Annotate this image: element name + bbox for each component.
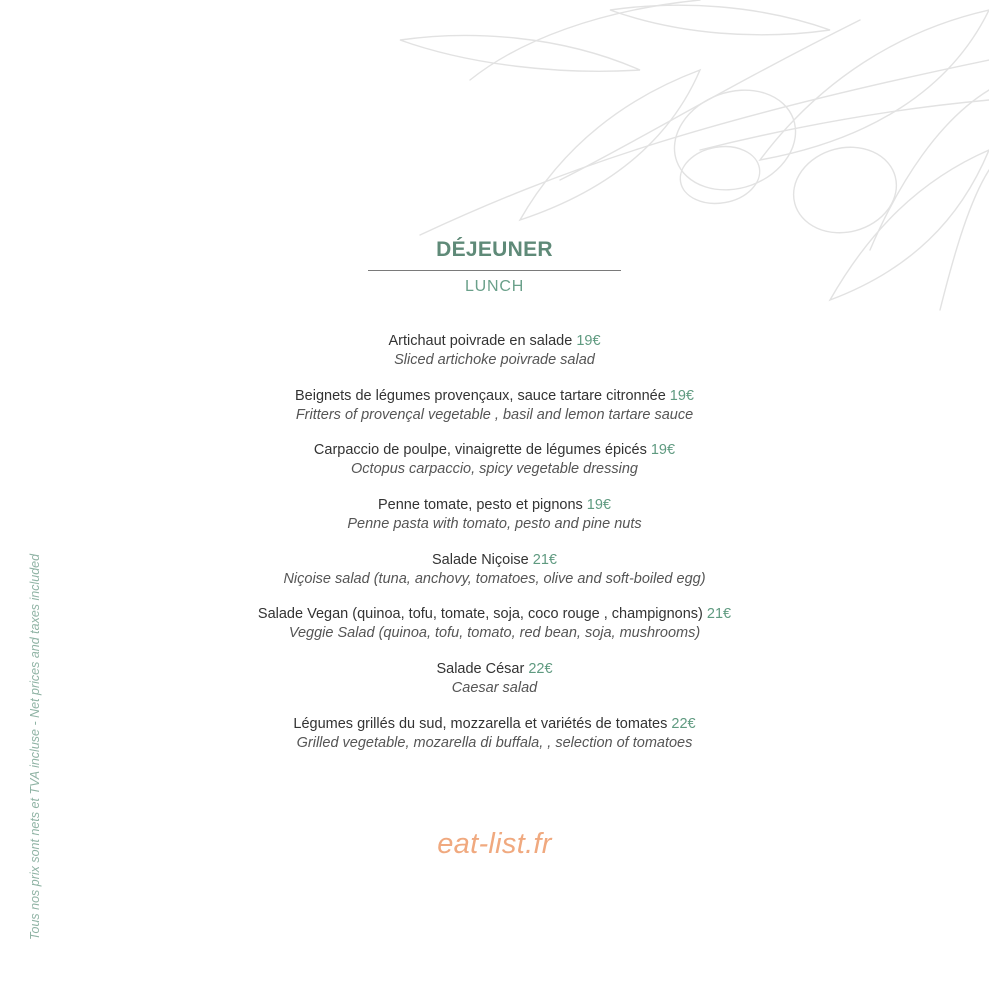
- item-description: Sliced artichoke poivrade salad: [394, 352, 595, 368]
- item-price: 22€: [528, 661, 553, 678]
- menu-item: [0, 496, 989, 551]
- item-description: Caesar salad: [451, 680, 538, 697]
- item-name: Beignets de légumes provençaux, sauce tartare citronnée: [294, 387, 670, 404]
- menu-list: [0, 332, 989, 770]
- item-price: 19€: [650, 442, 676, 459]
- section-title: DÉJEUNER: [436, 238, 553, 261]
- price-note: Tous nos prix sont nets et TVA incluse - Net prices and taxes included: [28, 553, 42, 940]
- title-divider: [368, 270, 621, 271]
- menu-item: [0, 387, 989, 442]
- item-description: Fritters of provençal vegetable , basil and lemon tartare sauce: [295, 406, 694, 423]
- item-name: Légumes grillés du sud, mozzarella et variétés de tomates: [293, 715, 672, 732]
- item-price: 22€: [671, 715, 696, 732]
- item-name: Artichaut poivrade en salade: [388, 333, 577, 349]
- item-description: Veggie Salad (quinoa, tofu, tomato, red bean, soja, mushrooms): [288, 625, 701, 642]
- item-description: Grilled vegetable, mozarella di buffala, , selection of tomatoes: [296, 734, 693, 751]
- item-price: 19€: [669, 387, 694, 404]
- menu-item: [0, 605, 989, 660]
- menu-item: [0, 715, 989, 770]
- item-name: Salade Vegan (quinoa, tofu, tomate, soja, coco rouge , champignons): [257, 606, 707, 623]
- section-subtitle: LUNCH: [464, 278, 525, 295]
- item-name: Salade César: [436, 661, 529, 678]
- item-name: Carpaccio de poulpe, vinaigrette de légumes épicés: [313, 442, 651, 459]
- item-price: 21€: [706, 606, 732, 623]
- menu-item: [0, 551, 989, 606]
- item-description: Niçoise salad (tuna, anchovy, tomatoes, olive and soft-boiled egg): [283, 570, 706, 587]
- item-description: Penne pasta with tomato, pesto and pine nuts: [347, 516, 642, 533]
- item-name: Penne tomate, pesto et pignons: [378, 497, 587, 514]
- item-price: 19€: [576, 333, 601, 349]
- watermark-link[interactable]: eat-list.fr: [437, 828, 552, 860]
- menu-item: [0, 441, 989, 496]
- menu-item: [0, 660, 989, 715]
- item-price: 21€: [532, 551, 557, 568]
- item-price: 19€: [586, 497, 611, 514]
- menu-item: [0, 332, 989, 387]
- item-name: Salade Niçoise: [432, 551, 533, 568]
- item-description: Octopus carpaccio, spicy vegetable dressing: [351, 461, 638, 478]
